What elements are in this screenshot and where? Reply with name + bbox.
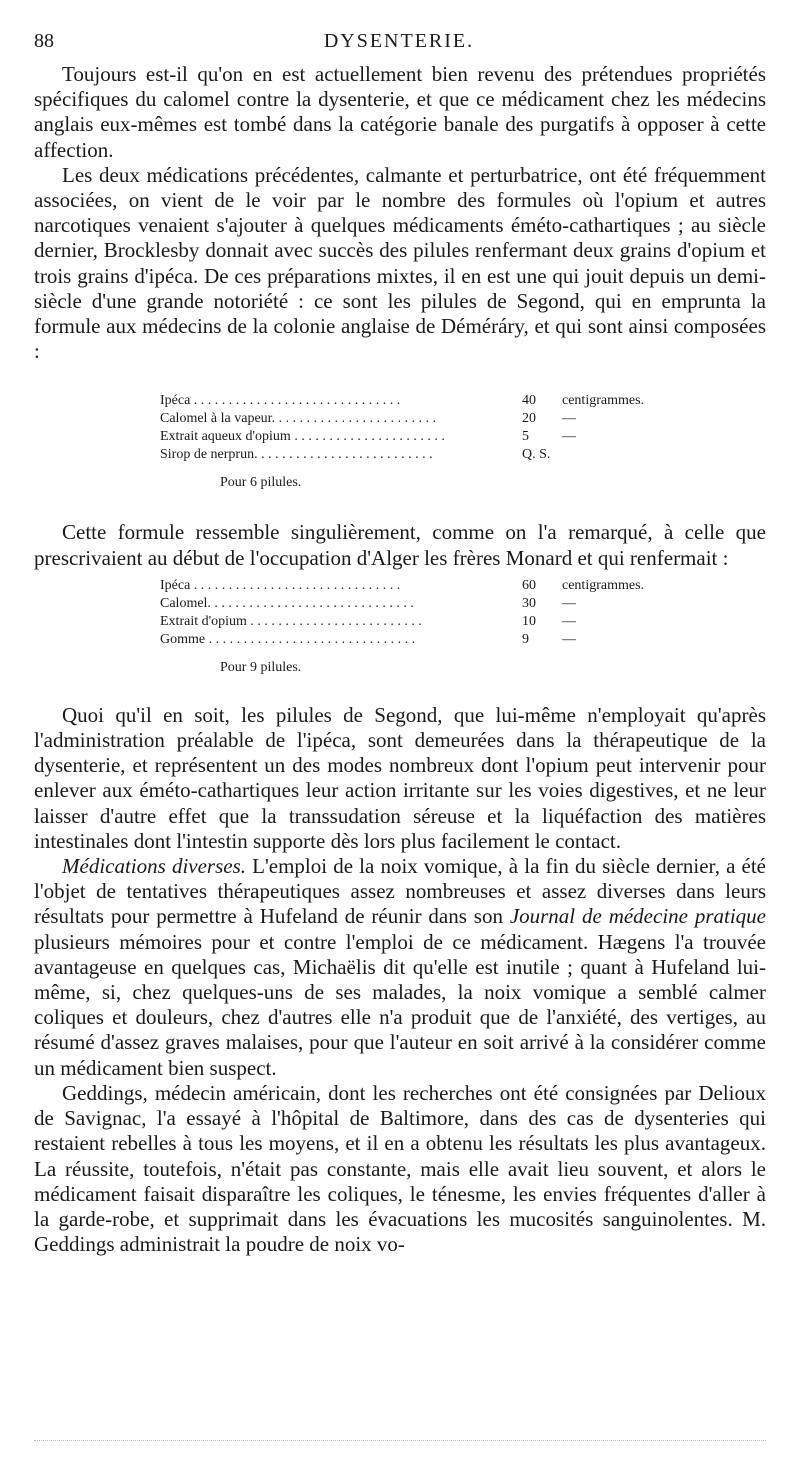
page-header <box>34 30 764 54</box>
formula-monard <box>160 577 660 677</box>
ingredient-quantity: 40 <box>522 393 536 409</box>
section-heading: Médications diverses. <box>62 854 247 879</box>
page-body <box>34 62 766 1257</box>
paragraph-noix-vomique <box>34 854 766 1081</box>
ingredient-quantity: 20 <box>522 411 536 427</box>
paragraph-geddings: Geddings, médecin américain, dont les recherches ont été consignées par Delioux de Savignac, l'a essayé à l'hôpital de Baltimore, dans des cas de dysenteries qui restaient rebelles à tous les moyens, et il en a obtenu les résultats les plus avantageux. La réussite, toutefois, n'était pas constante, mais elle avait lieu souvent, et alors le médicament faisait disparaître les coliques, le ténesme, les envies fréquentes d'aller à la garde-robe, et supprimait dans les évacuations les mucosités sanguinolentes. M. Geddings administrait la poudre de noix vo- <box>34 1080 766 1257</box>
ingredient-quantity: 9 <box>522 631 529 647</box>
ingredient-name: Sirop de nerprun. . . . . . . . . . . . . . . . . . . . . . . . . . <box>160 447 433 463</box>
formula-segond <box>160 392 660 492</box>
page-edge <box>34 1440 766 1441</box>
ingredient-name: Calomel à la vapeur. . . . . . . . . . . . . . . . . . . . . . . . <box>160 411 437 427</box>
paragraph-calomel: Toujours est-il qu'on en est actuellement bien revenu des prétendues propriétés spécifiques du calomel contre la dysenterie, et que ce médicament chez les médecins anglais eux-mêmes est tombé dans la catégorie banale des purgatifs à opposer à cette affection. <box>34 62 766 162</box>
ingredient-quantity: 30 <box>522 595 536 611</box>
formula-row <box>160 392 660 410</box>
formula-total: Pour 6 pilules. <box>220 475 302 491</box>
ingredient-name: Ipéca . . . . . . . . . . . . . . . . . . . . . . . . . . . . . . <box>160 393 401 409</box>
formula-row <box>160 428 660 446</box>
ingredient-name: Ipéca . . . . . . . . . . . . . . . . . . . . . . . . . . . . . . <box>160 577 401 593</box>
ingredient-name: Gomme . . . . . . . . . . . . . . . . . . . . . . . . . . . . . . <box>160 631 416 647</box>
formula-row <box>160 631 660 649</box>
formula-row <box>160 595 660 613</box>
paragraph-segond-pills: Quoi qu'il en soit, les pilules de Segond, que lui-même n'employait qu'après l'administration préalable de l'ipéca, sont demeurées dans la thérapeutique de la dysenterie, et représentent un des modes nombreux dont l'opium peut intervenir pour enlever aux éméto-cathartiques leur action irritante sur les voies digestives, et ne leur laisser d'autre effet que la transsudation séreuse et la liquéfaction des matières intestinales dont l'intestin supporte dès lors plus facilement le contact. <box>34 702 766 853</box>
ingredient-quantity: 5 <box>522 429 529 445</box>
paragraph-mixed-medications: Les deux médications précédentes, calmante et perturbatrice, ont été fréquemment associées, on vient de le voir par le nombre des formules où l'opium et autres narcotiques venaient s'ajouter à quelques médicaments éméto-cathartiques ; au siècle dernier, Brocklesby donnait avec succès des pilules renfermant deux grains d'opium et trois grains d'ipéca. De ces préparations mixtes, il en est une qui jouit depuis un demi-siècle d'une grande notoriété : ce sont les pilules de Segond, qui en emprunta la formule aux médecins de la colonie anglaise de Déméráry, et qui sont ainsi composées : <box>34 162 766 364</box>
ingredient-unit: — <box>562 613 576 629</box>
ingredient-unit: — <box>562 595 576 611</box>
ingredient-unit: centigrammes. <box>562 393 645 409</box>
ingredient-unit: — <box>562 631 576 647</box>
ingredient-quantity: 60 <box>522 577 536 593</box>
ingredient-unit: — <box>562 429 576 445</box>
formula-row <box>160 410 660 428</box>
page-number: 88 <box>34 30 54 52</box>
text-run: plusieurs mémoires pour et contre l'emploi de ce médicament. Hægens l'a trouvée avantageuse en quelques cas, Michaëlis dit qu'elle est inutile ; quant à Hufeland lui-même, si, chez quelques-uns de ses malades, la noix vomique a semblé calmer coliques et douleurs, chez d'autres elle n'a produit que de l'anxiété, des vertiges, au résumé d'assez graves malaises, pour que l'auteur en soit arrivé à la considérer comme un médicament bien suspect. <box>34 929 766 1080</box>
ingredient-unit <box>562 446 660 464</box>
paragraph-monard-formula: Cette formule ressemble singulièrement, comme on l'a remarqué, à celle que prescrivaient au début de l'occupation d'Alger les frères Monard et qui renfermait : <box>34 520 766 570</box>
ingredient-name: Calomel. . . . . . . . . . . . . . . . . . . . . . . . . . . . . . <box>160 595 414 611</box>
formula-total: Pour 9 pilules. <box>220 659 302 675</box>
text-run: L'emploi de la noix vomique, à la fin du siècle dernier, a été l'objet de tentatives thérapeutiques assez nombreuses et assez diverses dans leurs résultats pour permettre à Hufeland de réunir dans son <box>34 854 767 929</box>
ingredient-unit: centigrammes. <box>562 577 645 593</box>
running-title: DYSENTERIE. <box>323 30 475 52</box>
formula-row <box>160 577 660 595</box>
ingredient-name: Extrait aqueux d'opium . . . . . . . . . . . . . . . . . . . . . . <box>160 429 445 445</box>
ingredient-name: Extrait d'opium . . . . . . . . . . . . . . . . . . . . . . . . . <box>160 613 422 629</box>
ingredient-unit: — <box>562 411 576 427</box>
journal-title: Journal de médecine pratique <box>509 904 767 929</box>
formula-row <box>160 446 660 464</box>
formula-row <box>160 613 660 631</box>
ingredient-quantity: Q. S. <box>522 447 551 463</box>
ingredient-quantity: 10 <box>522 613 536 629</box>
